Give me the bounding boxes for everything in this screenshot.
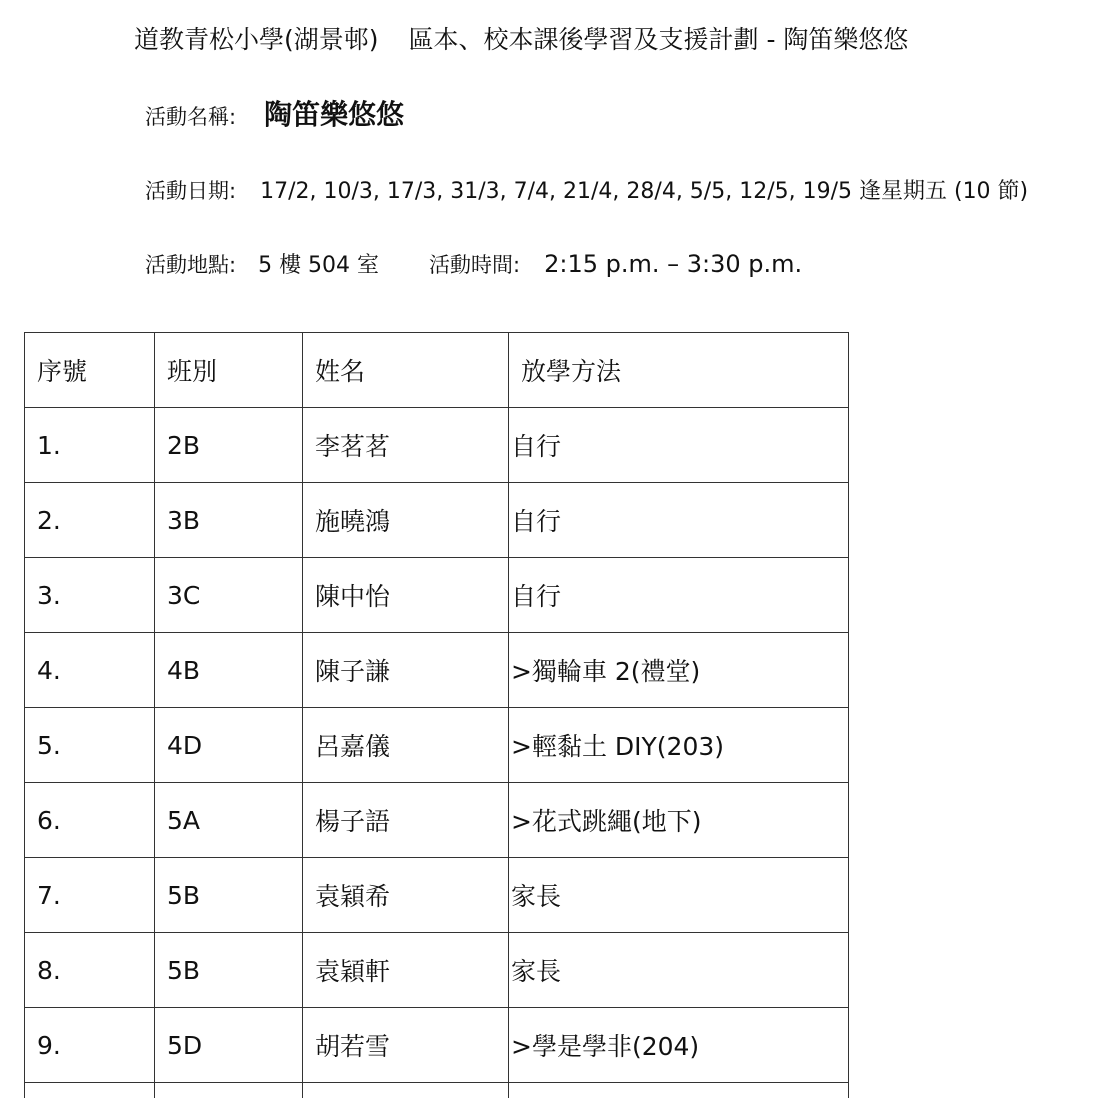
school-name: 道教青松小學(湖景邨) bbox=[134, 25, 379, 54]
cell-dismissal-method bbox=[509, 1083, 849, 1098]
cell-class bbox=[155, 1083, 303, 1098]
activity-name-label: 活動名稱: bbox=[145, 105, 237, 129]
header-class: 班別 bbox=[155, 333, 303, 408]
table-row bbox=[25, 408, 849, 483]
cell-dismissal-method: 自行 bbox=[509, 558, 849, 633]
cell-dismissal-method: >花式跳繩(地下) bbox=[509, 783, 849, 858]
cell-serial: 7. bbox=[25, 858, 155, 933]
cell-class: 4B bbox=[155, 633, 303, 708]
cell-serial: 6. bbox=[25, 783, 155, 858]
cell-class: 3C bbox=[155, 558, 303, 633]
table-row bbox=[25, 1008, 849, 1083]
cell-student-name: 胡若雪 bbox=[303, 1008, 509, 1083]
cell-serial: 9. bbox=[25, 1008, 155, 1083]
cell-student-name: 李茗茗 bbox=[303, 408, 509, 483]
cell-student-name: 陳中怡 bbox=[303, 558, 509, 633]
cell-serial bbox=[25, 1083, 155, 1098]
cell-serial: 1. bbox=[25, 408, 155, 483]
cell-dismissal-method: 家長 bbox=[509, 858, 849, 933]
activity-time: 2:15 p.m. – 3:30 p.m. bbox=[544, 250, 803, 278]
cell-class: 2B bbox=[155, 408, 303, 483]
header-dismissal-method: 放學方法 bbox=[509, 333, 849, 408]
cell-class: 5A bbox=[155, 783, 303, 858]
student-roster-table bbox=[24, 332, 849, 1098]
table-row bbox=[25, 858, 849, 933]
program-name: 區本、校本課後學習及支援計劃 - 陶笛樂悠悠 bbox=[408, 25, 909, 54]
cell-class: 3B bbox=[155, 483, 303, 558]
table-row bbox=[25, 558, 849, 633]
cell-dismissal-method: 自行 bbox=[509, 408, 849, 483]
cell-serial: 4. bbox=[25, 633, 155, 708]
activity-dates: 17/2, 10/3, 17/3, 31/3, 7/4, 21/4, 28/4, 5/5, 12/5, 19/5 逢星期五 (10 節) bbox=[260, 179, 1029, 204]
cell-class: 5B bbox=[155, 858, 303, 933]
table-row bbox=[25, 783, 849, 858]
table-row bbox=[25, 1083, 849, 1098]
page-title bbox=[134, 20, 908, 56]
activity-dates-row bbox=[145, 174, 1028, 205]
cell-class: 4D bbox=[155, 708, 303, 783]
cell-serial: 3. bbox=[25, 558, 155, 633]
table-row bbox=[25, 483, 849, 558]
cell-class: 5B bbox=[155, 933, 303, 1008]
cell-serial: 2. bbox=[25, 483, 155, 558]
cell-student-name: 施曉鴻 bbox=[303, 483, 509, 558]
cell-student-name: 袁穎軒 bbox=[303, 933, 509, 1008]
cell-student-name: 呂嘉儀 bbox=[303, 708, 509, 783]
table-row bbox=[25, 933, 849, 1008]
cell-student-name: 楊子語 bbox=[303, 783, 509, 858]
cell-student-name: 袁穎希 bbox=[303, 858, 509, 933]
header-serial: 序號 bbox=[25, 333, 155, 408]
cell-dismissal-method: >學是學非(204) bbox=[509, 1008, 849, 1083]
cell-dismissal-method: 家長 bbox=[509, 933, 849, 1008]
cell-student-name: 陳子謙 bbox=[303, 633, 509, 708]
cell-class: 5D bbox=[155, 1008, 303, 1083]
activity-name: 陶笛樂悠悠 bbox=[264, 98, 405, 131]
table-header-row bbox=[25, 333, 849, 408]
activity-venue-label: 活動地點: bbox=[145, 253, 237, 277]
cell-dismissal-method: 自行 bbox=[509, 483, 849, 558]
cell-student-name bbox=[303, 1083, 509, 1098]
header-student-name: 姓名 bbox=[303, 333, 509, 408]
cell-serial: 8. bbox=[25, 933, 155, 1008]
table-row bbox=[25, 708, 849, 783]
activity-name-row bbox=[145, 93, 404, 133]
activity-time-label: 活動時間: bbox=[429, 253, 521, 277]
activity-venue-row bbox=[145, 248, 802, 279]
cell-dismissal-method: >獨輪車 2(禮堂) bbox=[509, 633, 849, 708]
cell-serial: 5. bbox=[25, 708, 155, 783]
activity-venue: 5 樓 504 室 bbox=[258, 253, 380, 278]
cell-dismissal-method: >輕黏土 DIY(203) bbox=[509, 708, 849, 783]
table-row bbox=[25, 633, 849, 708]
activity-dates-label: 活動日期: bbox=[145, 179, 237, 203]
